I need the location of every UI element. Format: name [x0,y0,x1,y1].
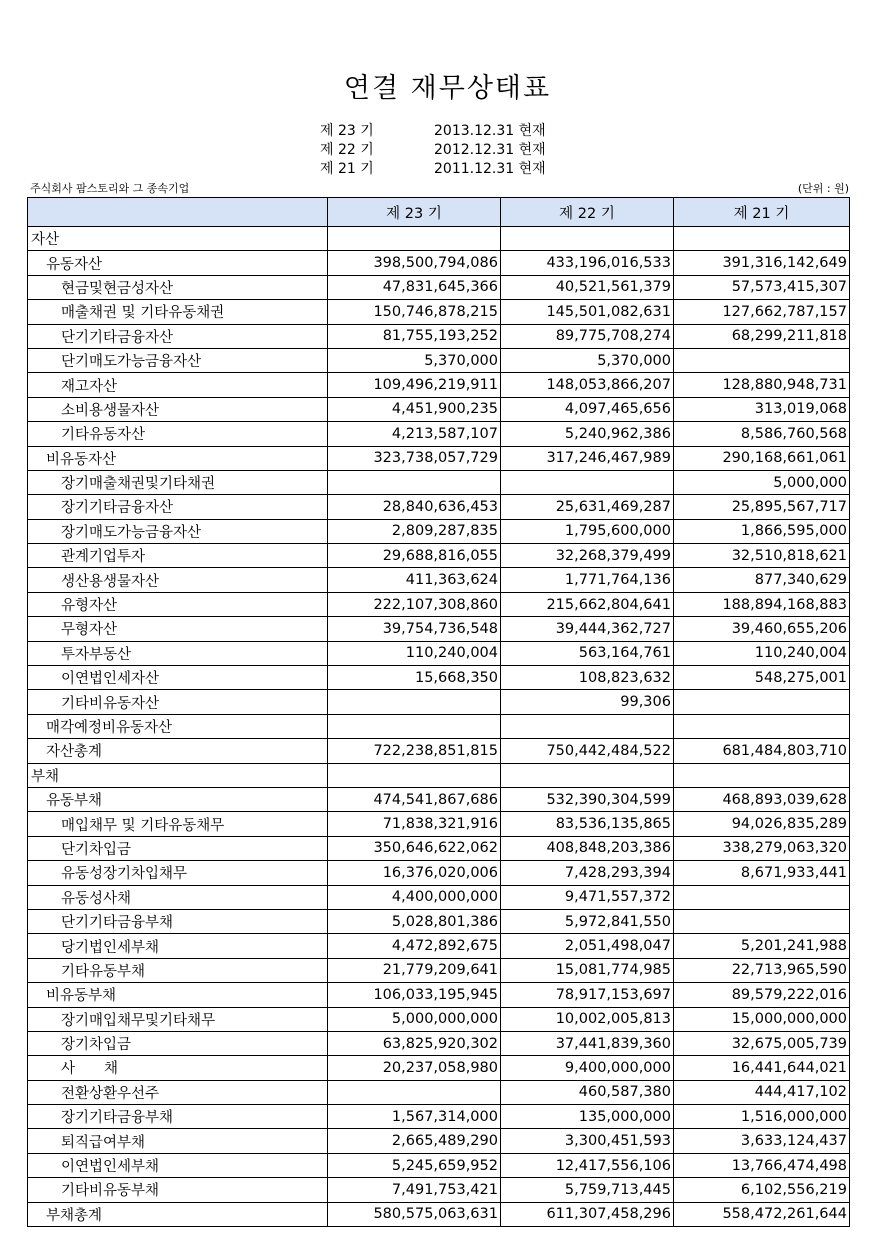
account-label: 매출채권 및 기타유동채권 [28,300,328,324]
account-label: 단기차입금 [28,836,328,860]
table-row [28,1031,850,1055]
amount-cell: 106,033,195,945 [328,983,501,1007]
amount-cell: 611,307,458,296 [501,1202,674,1226]
table-row [28,300,850,324]
amount-cell: 548,275,001 [674,666,850,690]
amount-cell: 3,633,124,437 [674,1129,850,1153]
table-row [28,690,850,714]
account-label: 퇴직급여부채 [28,1129,328,1153]
table-row [28,617,850,641]
amount-cell: 15,081,774,985 [501,958,674,982]
amount-cell: 215,662,804,641 [501,592,674,616]
amount-cell: 9,400,000,000 [501,1056,674,1080]
amount-cell: 32,675,005,739 [674,1031,850,1055]
amount-cell: 57,573,415,307 [674,275,850,299]
table-row [28,397,850,421]
amount-cell [328,763,501,787]
amount-cell: 13,766,474,498 [674,1153,850,1177]
amount-cell: 39,460,655,206 [674,617,850,641]
period-date: 2013.12.31 현재 [434,123,546,139]
amount-cell: 5,759,713,445 [501,1178,674,1202]
amount-cell: 127,662,787,157 [674,300,850,324]
amount-cell: 8,586,760,568 [674,422,850,446]
amount-cell: 25,631,469,287 [501,495,674,519]
table-row [28,519,850,543]
amount-cell: 16,441,644,021 [674,1056,850,1080]
amount-cell: 148,053,866,207 [501,373,674,397]
account-label: 재고자산 [28,373,328,397]
table-row [28,1178,850,1202]
amount-cell: 433,196,016,533 [501,251,674,275]
account-label: 단기매도가능금융자산 [28,348,328,372]
account-label: 장기차입금 [28,1031,328,1055]
amount-cell [501,470,674,494]
amount-cell: 5,370,000 [501,348,674,372]
account-label: 기타비유동자산 [28,690,328,714]
amount-cell: 37,441,839,360 [501,1031,674,1055]
account-label: 비유동자산 [28,446,328,470]
amount-cell [328,470,501,494]
table-row [28,1202,850,1226]
amount-cell: 83,536,135,865 [501,812,674,836]
amount-cell: 29,688,816,055 [328,544,501,568]
table-row [28,495,850,519]
table-row [28,568,850,592]
amount-cell: 39,754,736,548 [328,617,501,641]
account-label: 유동성장기차입채무 [28,861,328,885]
table-row [28,592,850,616]
period-date: 2011.12.31 현재 [434,161,546,177]
table-row [28,934,850,958]
account-label: 장기매입채무및기타채무 [28,1007,328,1031]
period-label: 제 21 기 [320,161,374,177]
amount-cell: 5,370,000 [328,348,501,372]
account-label: 유동부채 [28,787,328,811]
amount-cell: 4,451,900,235 [328,397,501,421]
amount-cell: 4,472,892,675 [328,934,501,958]
amount-cell: 290,168,661,061 [674,446,850,470]
amount-cell: 81,755,193,252 [328,324,501,348]
amount-cell [328,227,501,251]
amount-cell: 5,245,659,952 [328,1153,501,1177]
amount-cell: 94,026,835,289 [674,812,850,836]
account-label: 장기기타금융부채 [28,1105,328,1129]
amount-cell: 28,840,636,453 [328,495,501,519]
table-row [28,1129,850,1153]
amount-cell: 5,972,841,550 [501,909,674,933]
amount-cell: 323,738,057,729 [328,446,501,470]
column-header-period-22: 제 22 기 [501,198,674,227]
amount-cell: 532,390,304,599 [501,787,674,811]
amount-cell [328,690,501,714]
amount-cell: 563,164,761 [501,641,674,665]
account-label: 장기기타금융자산 [28,495,328,519]
table-row [28,787,850,811]
table-body [28,227,850,1227]
amount-cell: 47,831,645,366 [328,275,501,299]
table-row [28,1153,850,1177]
amount-cell [501,714,674,738]
amount-cell: 5,000,000 [674,470,850,494]
amount-cell: 22,713,965,590 [674,958,850,982]
account-label: 장기매출채권및기타채권 [28,470,328,494]
period-row [320,141,546,160]
account-label: 소비용생물자산 [28,397,328,421]
account-label: 매각예정비유동자산 [28,714,328,738]
amount-cell [501,763,674,787]
account-label: 생산용생물자산 [28,568,328,592]
amount-cell: 32,510,818,621 [674,544,850,568]
amount-cell: 71,838,321,916 [328,812,501,836]
amount-cell: 99,306 [501,690,674,714]
amount-cell: 39,444,362,727 [501,617,674,641]
column-header-period-21: 제 21 기 [674,198,850,227]
amount-cell: 4,097,465,656 [501,397,674,421]
account-label: 매입채무 및 기타유동채무 [28,812,328,836]
table-row [28,227,850,251]
table-row [28,909,850,933]
amount-cell: 5,240,962,386 [501,422,674,446]
amount-cell: 460,587,380 [501,1080,674,1104]
balance-sheet-table [27,197,850,1227]
column-header-account [28,198,328,227]
amount-cell: 4,400,000,000 [328,885,501,909]
account-label: 이연법인세부채 [28,1153,328,1177]
period-label: 제 22 기 [320,142,374,158]
amount-cell: 25,895,567,717 [674,495,850,519]
amount-cell: 5,028,801,386 [328,909,501,933]
amount-cell: 317,246,467,989 [501,446,674,470]
amount-cell: 5,000,000,000 [328,1007,501,1031]
amount-cell: 877,340,629 [674,568,850,592]
period-label: 제 23 기 [320,123,374,139]
table-row [28,1056,850,1080]
amount-cell: 398,500,794,086 [328,251,501,275]
amount-cell [674,909,850,933]
account-label: 부채총계 [28,1202,328,1226]
amount-cell: 7,491,753,421 [328,1178,501,1202]
table-row [28,763,850,787]
amount-cell: 150,746,878,215 [328,300,501,324]
amount-cell: 681,484,803,710 [674,739,850,763]
amount-cell: 558,472,261,644 [674,1202,850,1226]
amount-cell: 2,809,287,835 [328,519,501,543]
amount-cell: 89,579,222,016 [674,983,850,1007]
unit-label: (단위 : 원) [797,182,849,195]
account-label: 관계기업투자 [28,544,328,568]
amount-cell: 9,471,557,372 [501,885,674,909]
amount-cell: 128,880,948,731 [674,373,850,397]
amount-cell: 391,316,142,649 [674,251,850,275]
amount-cell: 474,541,867,686 [328,787,501,811]
table-row [28,324,850,348]
amount-cell: 12,417,556,106 [501,1153,674,1177]
amount-cell: 1,516,000,000 [674,1105,850,1129]
period-row [320,122,546,141]
table-row [28,348,850,372]
account-label: 부채 [28,763,328,787]
account-label: 현금및현금성자산 [28,275,328,299]
table-row [28,1105,850,1129]
amount-cell: 63,825,920,302 [328,1031,501,1055]
amount-cell: 10,002,005,813 [501,1007,674,1031]
table-row [28,1080,850,1104]
account-label: 유동성사채 [28,885,328,909]
amount-cell: 313,019,068 [674,397,850,421]
table-row [28,812,850,836]
account-label: 단기기타금융부채 [28,909,328,933]
amount-cell: 109,496,219,911 [328,373,501,397]
amount-cell: 110,240,004 [328,641,501,665]
amount-cell: 40,521,561,379 [501,275,674,299]
table-row [28,714,850,738]
amount-cell: 2,665,489,290 [328,1129,501,1153]
table-row [28,373,850,397]
amount-cell [674,690,850,714]
table-header-row [28,198,850,227]
table-row [28,1007,850,1031]
amount-cell: 8,671,933,441 [674,861,850,885]
table-row [28,983,850,1007]
amount-cell: 1,771,764,136 [501,568,674,592]
table-row [28,836,850,860]
amount-cell: 4,213,587,107 [328,422,501,446]
account-label: 전환상환우선주 [28,1080,328,1104]
amount-cell: 468,893,039,628 [674,787,850,811]
amount-cell [674,885,850,909]
amount-cell [674,348,850,372]
amount-cell: 78,917,153,697 [501,983,674,1007]
amount-cell: 15,000,000,000 [674,1007,850,1031]
amount-cell: 7,428,293,394 [501,861,674,885]
amount-cell: 145,501,082,631 [501,300,674,324]
table-row [28,641,850,665]
amount-cell [674,763,850,787]
account-label: 당기법인세부채 [28,934,328,958]
account-label: 유동자산 [28,251,328,275]
amount-cell: 6,102,556,219 [674,1178,850,1202]
amount-cell: 222,107,308,860 [328,592,501,616]
amount-cell: 411,363,624 [328,568,501,592]
account-label: 기타유동부채 [28,958,328,982]
account-label: 비유동부채 [28,983,328,1007]
amount-cell: 188,894,168,883 [674,592,850,616]
table-row [28,275,850,299]
account-label: 이연법인세자산 [28,666,328,690]
account-label: 기타비유동부채 [28,1178,328,1202]
amount-cell: 444,417,102 [674,1080,850,1104]
amount-cell: 89,775,708,274 [501,324,674,348]
account-label: 유형자산 [28,592,328,616]
account-label: 투자부동산 [28,641,328,665]
amount-cell: 15,668,350 [328,666,501,690]
amount-cell: 1,567,314,000 [328,1105,501,1129]
amount-cell: 135,000,000 [501,1105,674,1129]
amount-cell: 21,779,209,641 [328,958,501,982]
amount-cell: 722,238,851,815 [328,739,501,763]
table-row [28,470,850,494]
account-label: 사 채 [28,1056,328,1080]
column-header-period-23: 제 23 기 [328,198,501,227]
amount-cell: 750,442,484,522 [501,739,674,763]
amount-cell [328,714,501,738]
period-row [320,160,546,179]
account-label: 장기매도가능금융자산 [28,519,328,543]
account-label: 무형자산 [28,617,328,641]
document-title: 연결 재무상태표 [343,73,552,104]
amount-cell: 110,240,004 [674,641,850,665]
amount-cell: 338,279,063,320 [674,836,850,860]
table-row [28,251,850,275]
account-label: 자산총계 [28,739,328,763]
amount-cell [328,1080,501,1104]
amount-cell: 16,376,020,006 [328,861,501,885]
account-label: 단기기타금융자산 [28,324,328,348]
table-row [28,666,850,690]
table-row [28,958,850,982]
table-row [28,446,850,470]
amount-cell: 408,848,203,386 [501,836,674,860]
table-row [28,544,850,568]
account-label: 기타유동자산 [28,422,328,446]
amount-cell [674,227,850,251]
amount-cell: 1,866,595,000 [674,519,850,543]
period-date: 2012.12.31 현재 [434,142,546,158]
amount-cell: 32,268,379,499 [501,544,674,568]
amount-cell: 20,237,058,980 [328,1056,501,1080]
amount-cell: 3,300,451,593 [501,1129,674,1153]
table-row [28,861,850,885]
company-name: 주식회사 팜스토리와 그 종속기업 [30,182,190,195]
table-row [28,739,850,763]
account-label: 자산 [28,227,328,251]
amount-cell: 5,201,241,988 [674,934,850,958]
table-row [28,885,850,909]
amount-cell: 108,823,632 [501,666,674,690]
amount-cell: 580,575,063,631 [328,1202,501,1226]
amount-cell: 350,646,622,062 [328,836,501,860]
table-row [28,422,850,446]
amount-cell [501,227,674,251]
amount-cell [674,714,850,738]
amount-cell: 1,795,600,000 [501,519,674,543]
period-list [320,122,546,179]
amount-cell: 68,299,211,818 [674,324,850,348]
amount-cell: 2,051,498,047 [501,934,674,958]
